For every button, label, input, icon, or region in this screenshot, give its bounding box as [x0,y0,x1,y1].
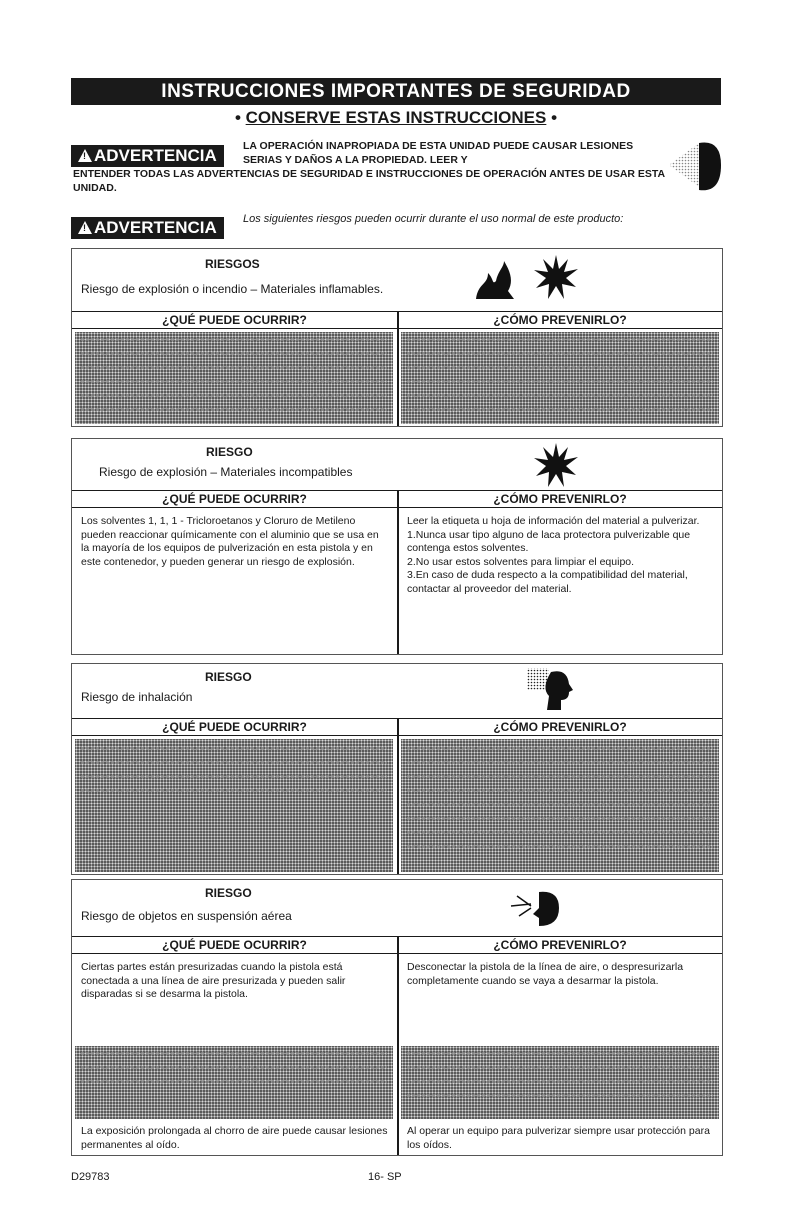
flame-icon [474,261,516,301]
explosion-icon [534,443,578,487]
blurred-text-region [401,1046,719,1119]
column-heading-prevent: ¿CÓMO PREVENIRLO? [398,718,722,736]
hazard-section-flammable [71,248,723,427]
section-description: Riesgo de explosión o incendio – Materiales inflamables. [81,282,384,296]
prevent-intro: Leer la etiqueta u hoja de información del material a pulverizar. [407,515,700,527]
hazard-section-inhalation [71,663,723,875]
column-heading-what: ¿QUÉ PUEDE OCURRIR? [72,311,397,329]
page-number: 16- SP [368,1171,402,1183]
hazard-section-incompatible [71,438,723,655]
subtitle-text: CONSERVE ESTAS INSTRUCCIONES [245,108,547,127]
what-can-happen-text: Los solventes 1, 1, 1 - Tricloroetanos y Cloruro de Metileno pueden reaccionar químicamente con el aluminio que se usa en la mayoría de los equipos de pulverización en esta pistola y en este contenedor, y pueden generar un riesgo de explosión. [81,515,379,568]
blurred-text-region [75,739,393,872]
warning-triangle-icon [78,149,92,162]
warning-badge-1 [71,145,224,167]
subtitle-bullet-left: • [234,108,241,127]
column-heading-prevent: ¿CÓMO PREVENIRLO? [398,311,722,329]
warning-triangle-icon [78,221,92,234]
column-heading-prevent: ¿CÓMO PREVENIRLO? [398,490,722,508]
section-heading: RIESGO [205,670,252,684]
document-code: D29783 [71,1171,110,1183]
column-heading-what: ¿QUÉ PUEDE OCURRIR? [72,718,397,736]
column-divider [397,311,399,426]
warning-badge-2 [71,217,224,239]
what-can-happen-text: Ciertas partes están presurizadas cuando la pistola está conectada a una línea de aire presurizada y pueden salir disparadas si se desarma la pistola. [81,961,346,1000]
how-to-prevent-text: Desconectar la pistola de la línea de aire, o despresurizarla completamente cuando se vaya a desarmar la pistola. [407,961,684,987]
blurred-text-region [75,1046,393,1119]
warning-badge-label: ADVERTENCIA [94,218,217,237]
section-heading: RIESGO [205,886,252,900]
how-to-prevent-text [398,511,722,600]
what-can-happen-text-2: La exposición prolongada al chorro de aire puede causar lesiones permanentes al oído. [81,1125,388,1151]
spray-mist-icon [669,135,721,197]
blurred-text-region [75,332,393,424]
column-divider [397,718,399,874]
prevent-item-1: 1.Nunca usar tipo alguno de laca protectora pulverizable que contenga estos solventes. [407,528,691,554]
blurred-text-region [401,332,719,424]
flying-object-icon [509,888,561,928]
how-to-prevent-text-2: Al operar un equipo para pulverizar siempre usar protección para los oídos. [407,1125,710,1151]
hazard-section-flying-objects [71,879,723,1156]
column-heading-what: ¿QUÉ PUEDE OCURRIR? [72,936,397,954]
warning-1-line1: LA OPERACIÓN INAPROPIADA DE ESTA UNIDAD PUEDE CAUSAR LESIONES SERIAS Y DAÑOS A LA PROPIEDAD. LEER Y [243,140,634,166]
section-heading: RIESGOS [205,257,260,271]
subtitle-bullet-right: • [551,108,558,127]
section-description: Riesgo de inhalación [81,690,193,704]
page-title: INSTRUCCIONES IMPORTANTES DE SEGURIDAD [71,78,721,105]
explosion-icon [534,255,578,299]
warning-1-line2: ENTENDER TODAS LAS ADVERTENCIAS DE SEGURIDAD E INSTRUCCIONES DE OPERACIÓN ANTES DE USAR ESTA UNIDAD. [73,168,665,194]
section-heading: RIESGO [206,445,253,459]
prevent-item-3: 3.En caso de duda respecto a la compatibilidad del material, contactar al proveedor del material. [407,569,688,595]
warning-2-text: Los siguientes riesgos pueden ocurrir durante el uso normal de este producto: [243,213,624,225]
prevent-item-2: 2.No usar estos solventes para limpiar el equipo. [407,555,635,568]
section-description: Riesgo de explosión – Materiales incompatibles [99,465,353,479]
blurred-text-region [401,739,719,872]
warning-badge-label: ADVERTENCIA [94,146,217,165]
section-description: Riesgo de objetos en suspensión aérea [81,909,292,923]
column-heading-prevent: ¿CÓMO PREVENIRLO? [398,936,722,954]
subtitle [71,107,721,129]
inhalation-icon [527,666,573,714]
column-heading-what: ¿QUÉ PUEDE OCURRIR? [72,490,397,508]
